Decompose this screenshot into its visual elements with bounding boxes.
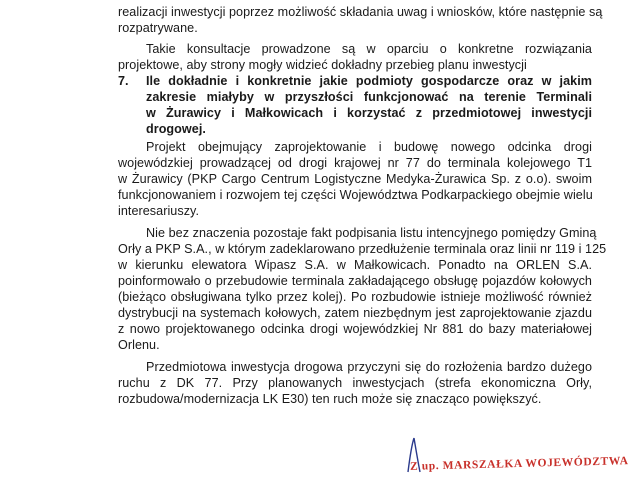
text-line: (bieżąco obsługiwana tylko przez kolej). Po rozbudowie istnieje możliwość również [118, 290, 592, 304]
text-line: ruchu z DK 77. Przy planowanych inwestycjach (strefa ekonomiczna Orły, [118, 376, 592, 390]
text-line: Orły a PKP S.A., w którym zadeklarowano przedłużenie terminala oraz linii nr 119 i 125 [118, 242, 607, 256]
text-line: Takie konsultacje prowadzone są w oparciu o konkretne rozwiązania [146, 42, 592, 56]
official-stamp: Z up. MARSZAŁKA WOJEWÓDZTWA [409, 455, 629, 473]
text-line: Projekt obejmujący zaprojektowanie i budowę nowego odcinka drogi [146, 140, 592, 154]
question-line: Ile dokładnie i konkretnie jakie podmioty gospodarcze oraz w jakim [146, 74, 592, 88]
text-line: interesariuszy. [118, 204, 200, 218]
text-line: poinformowało o przebudowie terminala zakładającego obsługę pojazdów kołowych [118, 274, 592, 288]
text-line: Przedmiotowa inwestycja drogowa przyczyni się do rozłożenia bardzo dużego [146, 360, 592, 374]
text-line: wojewódzkiej prowadzącej od drogi krajowej nr 77 do terminala kolejowego T1 [118, 156, 592, 170]
text-line: Nie bez znaczenia pozostaje fakt podpisania listu intencyjnego pomiędzy Gminą [146, 226, 597, 240]
text-line: w Żurawicy (PKP Cargo Centrum Logistyczne Medyka-Żurawica Sp. z o.o). swoim [118, 172, 592, 186]
text-line: rozbudowa/modernizacja LK E30) ten ruch może się znacząco powiększyć. [118, 392, 542, 406]
text-line: rozpatrywane. [118, 21, 198, 35]
text-line: w kierunku elewatora Wipasz S.A. w Małkowicach. Ponadto na ORLEN S.A. [118, 258, 592, 272]
question-line: w Żurawicy i Małkowicach i korzystać z przedmiotowej inwestycji [146, 106, 592, 120]
question-line: drogowej. [146, 122, 206, 136]
text-line: Orlenu. [118, 338, 160, 352]
text-line: funkcjonowaniem i rozwojem tej części Województwa Podkarpackiego obejmie wielu [118, 188, 593, 202]
text-line: z nowo projektowanego odcinka drogi wojewódzkiej Nr 881 do bazy materiałowej [118, 322, 592, 336]
text-line: dystrybucji na systemach kołowych, zatem niezbędnym jest zaprojektowanie zjazdu [118, 306, 592, 320]
text-line: projektowe, aby strony mogły widzieć dokładny przebieg planu inwestycji [118, 58, 527, 72]
question-number: 7. [118, 74, 129, 88]
question-line: zakresie miałyby w przyszłości funkcjonować na terenie Terminali [146, 90, 592, 104]
text-line: realizacji inwestycji poprzez możliwość składania uwag i wniosków, które następnie są [118, 5, 603, 19]
